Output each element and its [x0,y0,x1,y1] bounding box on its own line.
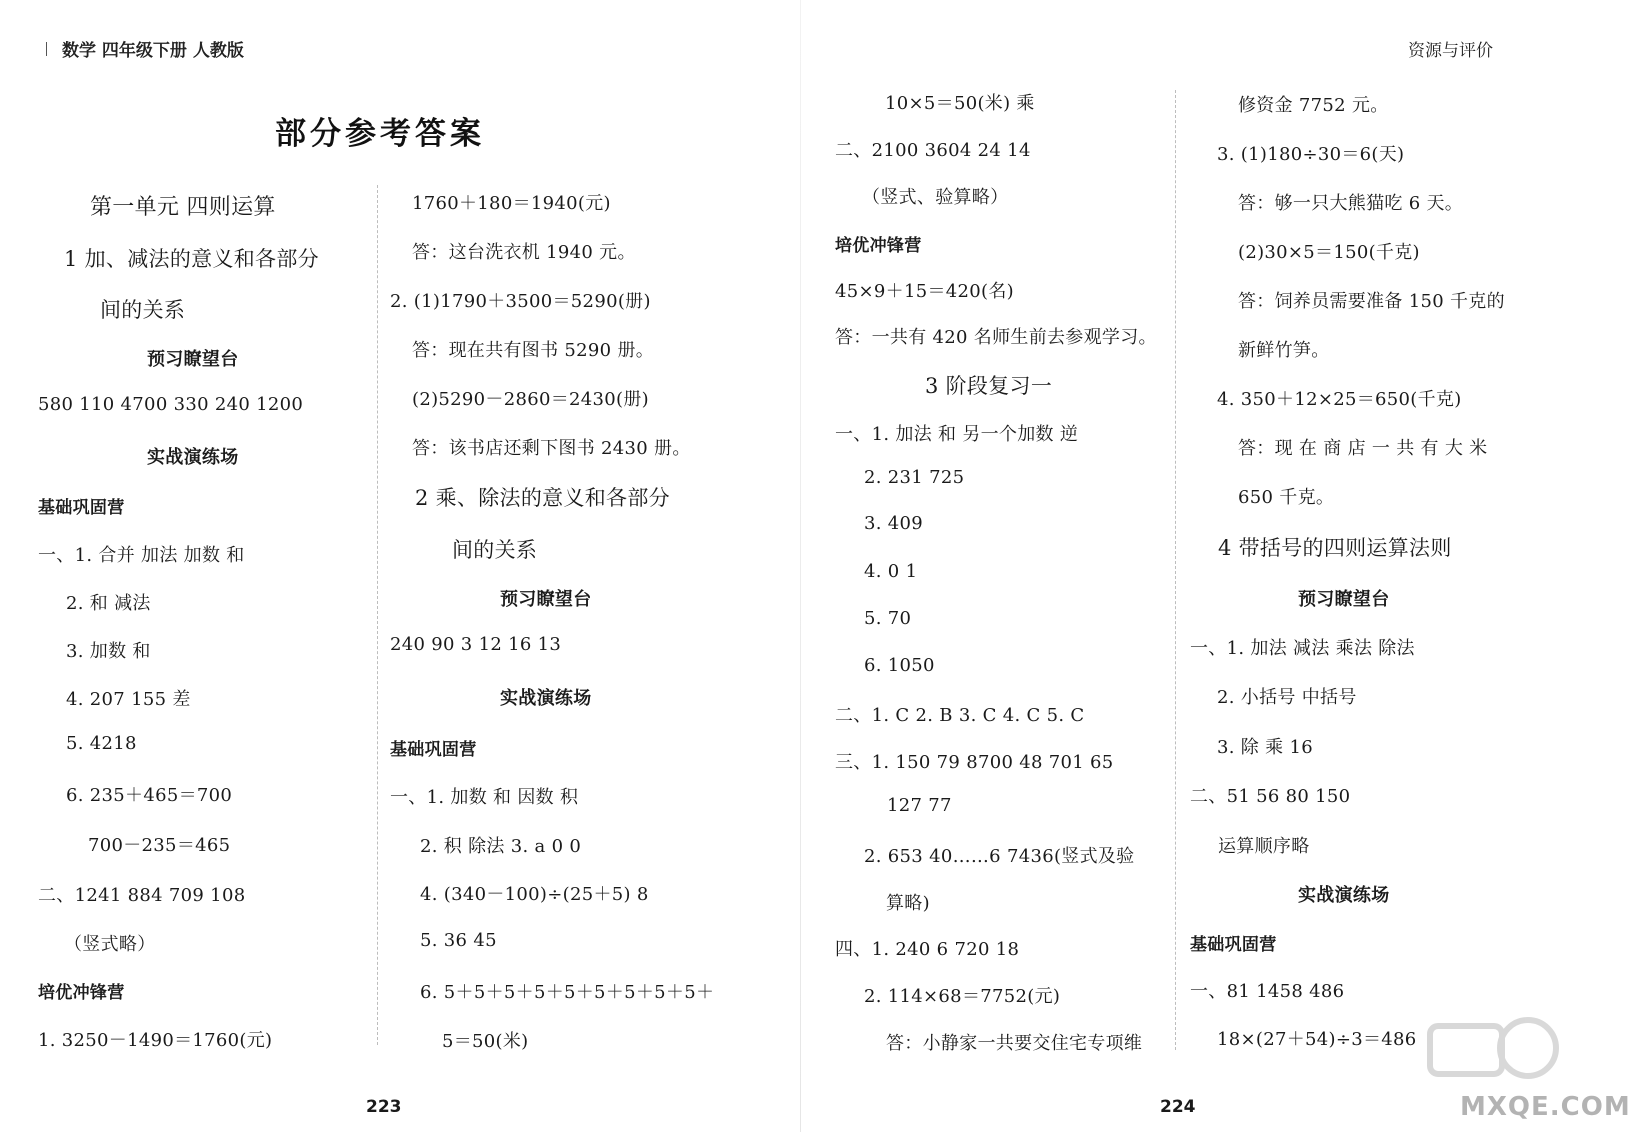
section-heading: 1 加、减法的意义和各部分 [64,247,319,271]
answer-line: 4. 350＋12×25＝650(千克) [1217,389,1462,410]
unit-heading: 第一单元 四则运算 [90,195,276,220]
page-number-left: 223 [366,1097,402,1117]
answer-line: 4. 0 1 [864,561,918,582]
answer-line: 1760＋180＝1940(元) [412,193,611,214]
answer-line: 三、1. 150 79 8700 48 701 65 [835,752,1114,773]
answer-line: 答：现在共有图书 5290 册。 [412,340,655,361]
answer-line: 一、1. 加法 和 另一个加数 逆 [835,424,1079,445]
section-heading-cont: 间的关系 [100,298,186,322]
column-divider-left [377,185,378,1045]
answer-line: 3. 除 乘 16 [1217,737,1313,758]
answer-line: 2. 积 除法 3. a 0 0 [420,836,582,857]
subheading: 实战演练场 [1298,885,1390,906]
subheading: 基础巩固营 [1190,935,1277,955]
answer-line: 45×9＋15＝420(名) [835,281,1014,302]
header-left: 数学 四年级下册 人教版 [62,41,244,61]
header-tick [46,42,47,56]
answer-line: 一、81 1458 486 [1190,981,1345,1002]
answer-line: 答：该书店还剩下图书 2430 册。 [412,438,691,459]
answer-line: 700－235＝465 [88,835,231,856]
answer-line: 6. 5＋5＋5＋5＋5＋5＋5＋5＋5＋ [420,982,715,1003]
page-title: 部分参考答案 [275,116,485,152]
answer-line: 4. 207 155 差 [66,689,191,710]
subheading: 实战演练场 [147,447,239,468]
answer-line: （竖式、验算略） [862,187,1009,208]
answer-line: 答：一共有 420 名师生前去参观学习。 [835,327,1157,348]
answer-line: 2. 653 40……6 7436(竖式及验 [864,846,1135,867]
answer-line: （竖式略） [64,934,156,955]
answer-line: 一、1. 加数 和 因数 积 [390,787,579,808]
answer-line: (2)30×5＝150(千克) [1238,242,1420,263]
answer-line: 二、1241 884 709 108 [38,885,246,906]
watermark-text: MXQE.COM [1460,1092,1631,1122]
answer-line: 二、2100 3604 24 14 [835,140,1031,161]
answer-line: 6. 1050 [864,655,935,676]
answer-line: 答：饲养员需要准备 150 千克的 [1238,291,1505,312]
answer-line: 答：这台洗衣机 1940 元。 [412,242,636,263]
answer-line: 5. 36 45 [420,930,497,951]
answer-line: 2. 231 725 [864,467,965,488]
answer-line: 240 90 3 12 16 13 [390,634,562,655]
answer-line: 5. 4218 [66,733,137,754]
answer-line: 5＝50(米) [442,1031,529,1052]
subheading: 基础巩固营 [38,498,125,518]
answer-line: 3. 409 [864,513,924,534]
answer-line: 18×(27＋54)÷3＝486 [1217,1029,1417,1050]
answer-line: (2)5290－2860＝2430(册) [412,389,649,410]
answer-line: 650 千克。 [1238,487,1335,508]
page-number-right: 224 [1160,1097,1196,1117]
section-heading: 4 带括号的四则运算法则 [1218,536,1452,560]
answer-line: 一、1. 加法 减法 乘法 除法 [1190,638,1415,659]
section-heading: 2 乘、除法的意义和各部分 [415,486,670,510]
subheading: 培优冲锋营 [835,236,922,256]
header-right: 资源与评价 [1408,41,1493,61]
answer-line: 127 77 [887,795,952,816]
answer-line: 3. 加数 和 [66,641,151,662]
page-fold [800,0,801,1132]
answer-line: 2. 114×68＝7752(元) [864,986,1061,1007]
answer-line: 580 110 4700 330 240 1200 [38,394,304,415]
answer-line: 运算顺序略 [1218,836,1310,857]
subheading: 实战演练场 [500,688,592,709]
answer-line: 算略) [886,893,930,914]
answer-line: 2. (1)1790＋3500＝5290(册) [390,291,651,312]
answer-line: 一、1. 合并 加法 加数 和 [38,545,245,566]
answer-line: 新鲜竹笋。 [1238,340,1330,361]
answer-line: 二、51 56 80 150 [1190,786,1351,807]
answer-line: 10×5＝50(米) 乘 [885,93,1035,114]
column-divider-right [1175,90,1176,1050]
answer-line: 答：小静家一共要交住宅专项维 [886,1033,1143,1054]
answer-line: 3. (1)180÷30＝6(天) [1217,144,1405,165]
answer-line: 二、1. C 2. B 3. C 4. C 5. C [835,705,1085,726]
subheading: 培优冲锋营 [38,983,125,1003]
answer-line: 答：够一只大熊猫吃 6 天。 [1238,193,1464,214]
answer-line: 5. 70 [864,608,912,629]
subheading: 基础巩固营 [390,740,477,760]
answer-line: 1. 3250－1490＝1760(元) [38,1030,273,1051]
answer-line: 4. (340－100)÷(25＋5) 8 [420,884,649,905]
subheading: 预习瞭望台 [500,589,592,610]
subheading: 预习瞭望台 [1298,589,1390,610]
answer-line: 2. 和 减法 [66,593,151,614]
section-heading-cont: 间的关系 [452,538,538,562]
answer-line: 2. 小括号 中括号 [1217,687,1357,708]
answer-line: 修资金 7752 元。 [1238,95,1389,116]
answer-line: 答：现 在 商 店 一 共 有 大 米 [1238,438,1488,459]
subheading: 预习瞭望台 [147,349,239,370]
section-heading: 3 阶段复习一 [925,374,1053,398]
answer-line: 6. 235＋465＝700 [66,785,233,806]
answer-line: 四、1. 240 6 720 18 [835,939,1020,960]
